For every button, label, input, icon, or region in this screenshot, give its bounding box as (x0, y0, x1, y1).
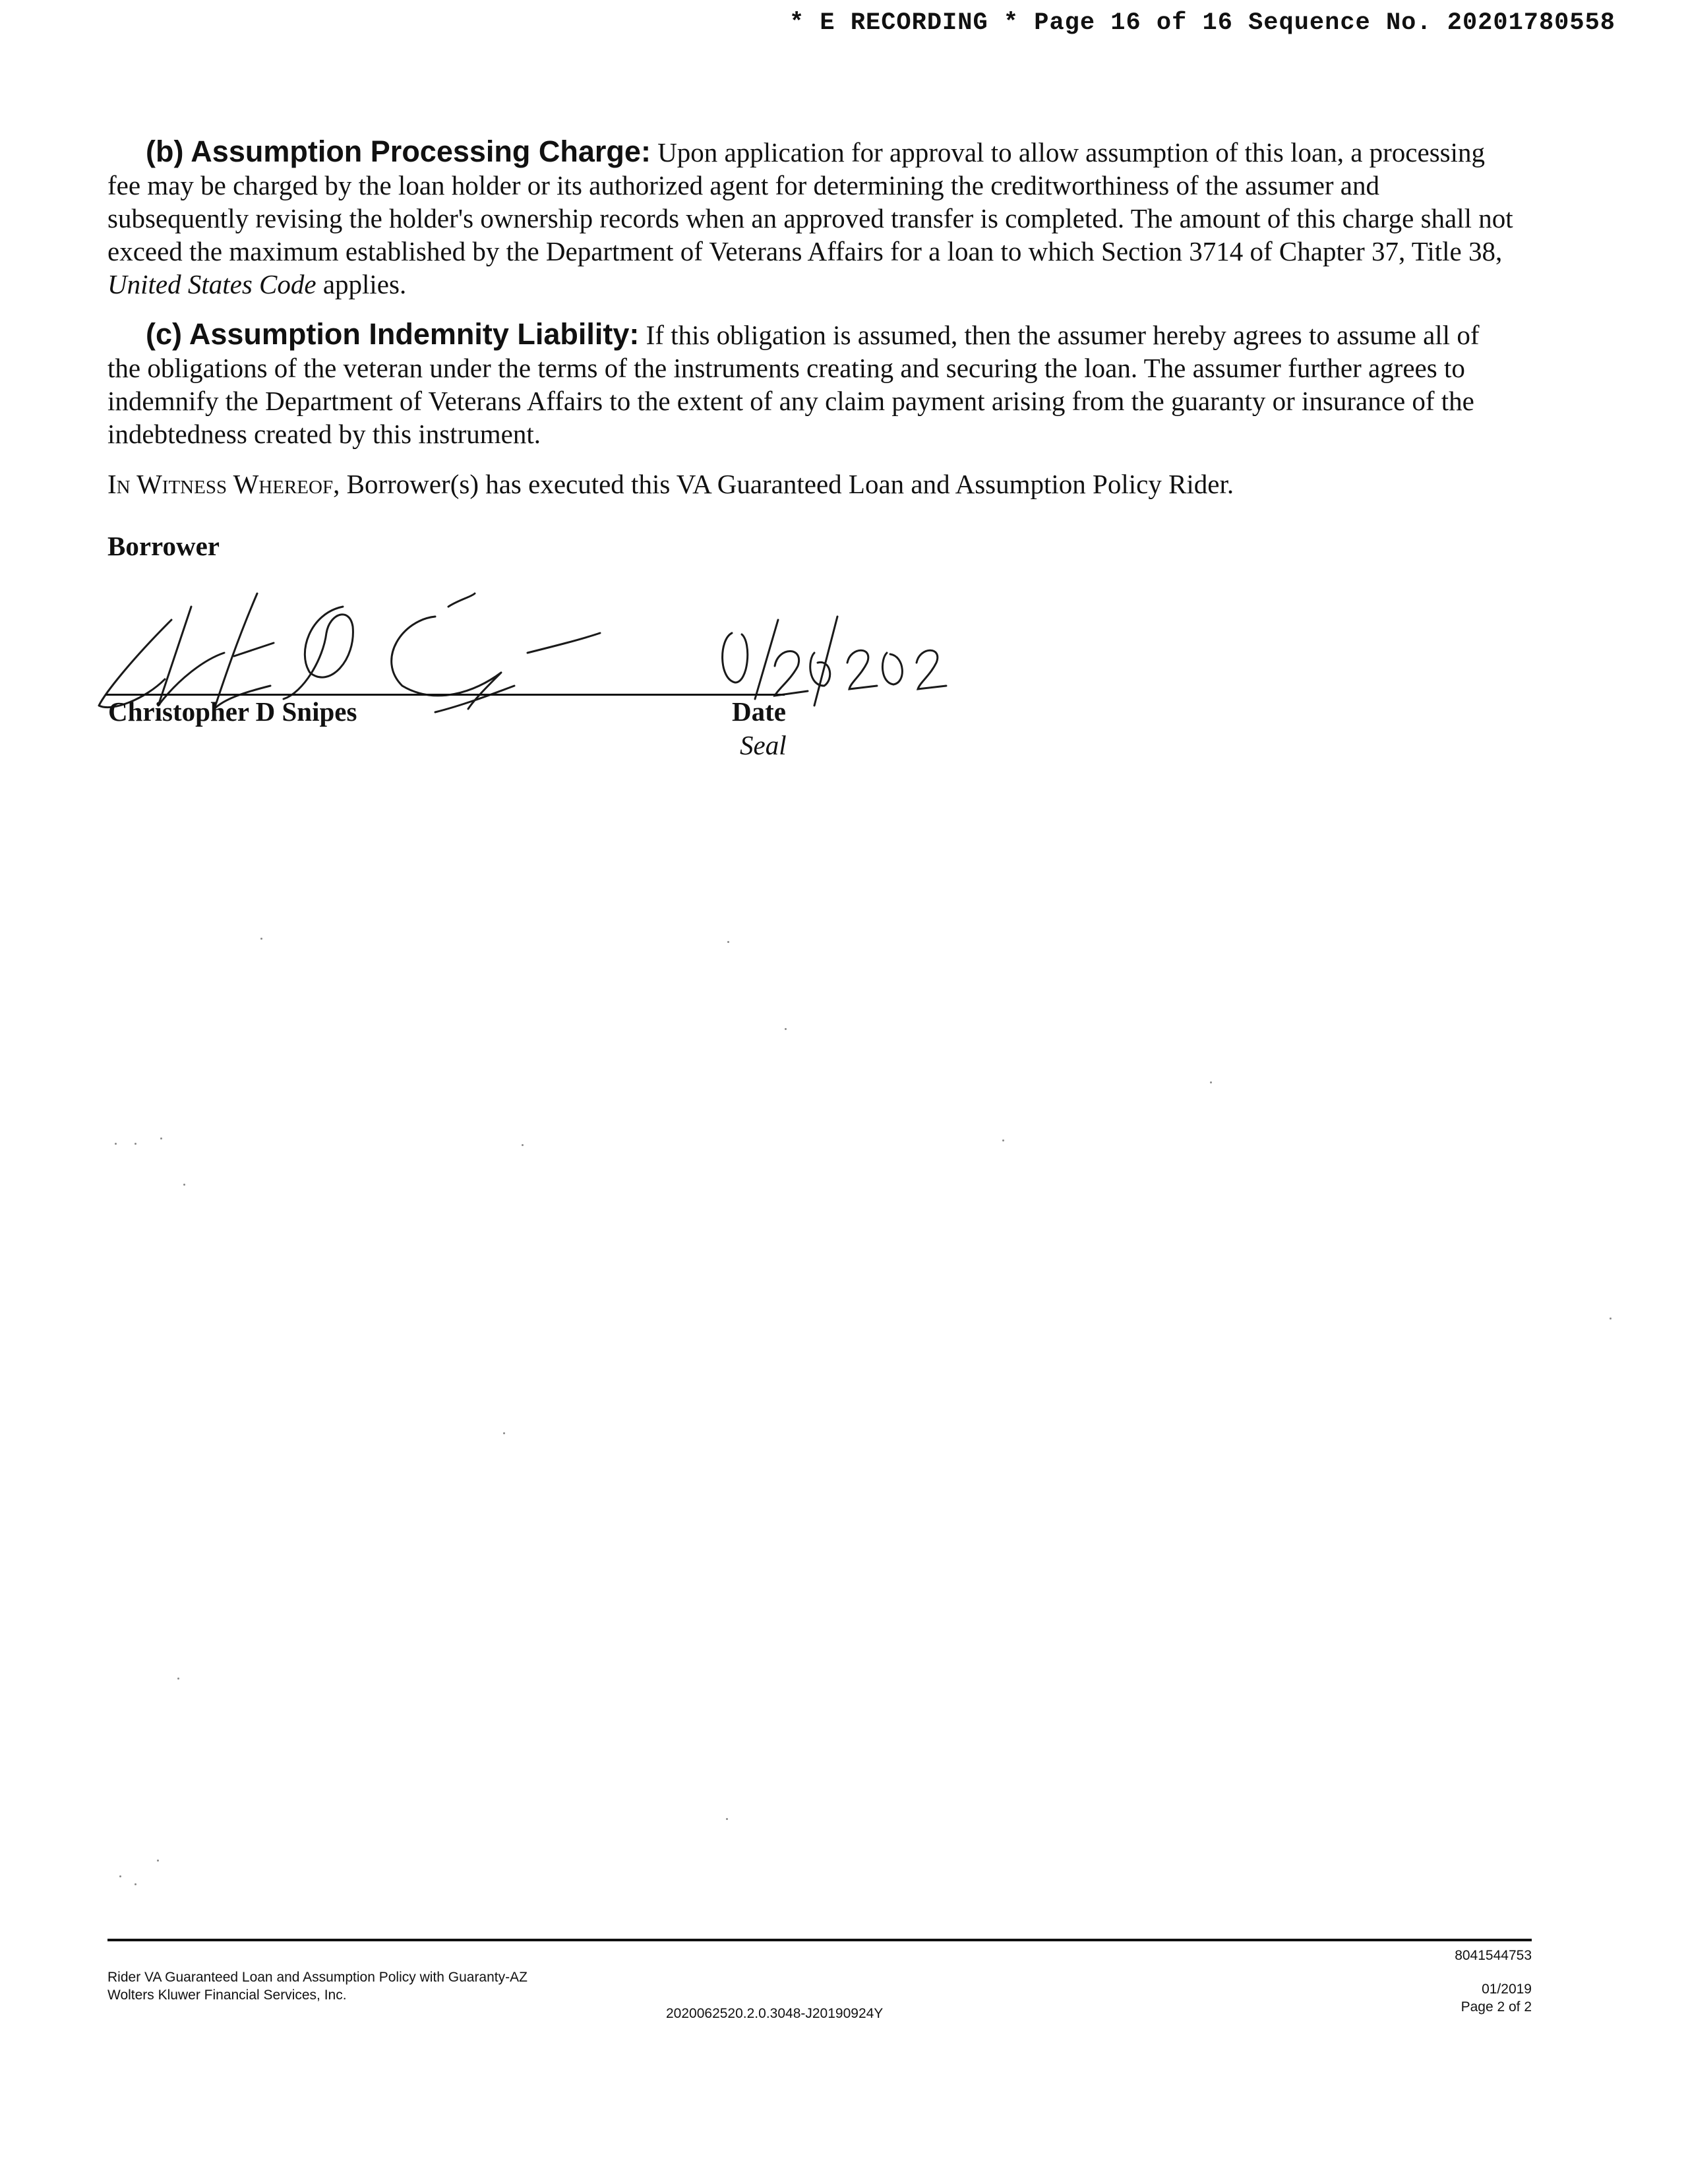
witness-text: Borrower(s) has executed this VA Guaranteed Loan and Assumption Policy Rider. (340, 469, 1234, 499)
paragraph-heading: (b) Assumption Processing Charge: (146, 135, 651, 168)
signature-block (92, 580, 950, 785)
paragraph-text: Upon application for approval to allow assumption of this loan, a processing fee may be charged by the loan holder or its authorized agent for determining the creditworthiness of the assumer and subsequently revising the holder's ownership records when an approved transfer is completed. The amount of this charge shall not exceed the maximum established by the Department of Veterans Affairs for a loan to which Section 3714 of Chapter 37, Title 38, (107, 137, 1513, 266)
seal-label: Seal (740, 730, 787, 760)
document-code: 2020062520.2.0.3048-J20190924Y (666, 2006, 884, 2021)
borrower-label: Borrower (107, 531, 220, 561)
paragraph-assumption-indemnity-liability (107, 318, 1519, 450)
signer-name: Christopher D Snipes (108, 696, 357, 727)
paragraph-text: If this obligation is assumed, then the assumer hereby agrees to assume all of the obligations of the veteran under the terms of the instruments creating and securing the loan. The assumer further agrees to indemnify the Department of Veterans Affairs to the extent of any claim payment arising from the guaranty or insurance of the indebtedness created by this instrument. (107, 320, 1480, 449)
footer-left (107, 1968, 528, 2004)
loan-number: 8041544753 (1455, 1948, 1532, 1963)
form-title: Rider VA Guaranteed Loan and Assumption Policy with Guaranty-AZ (107, 1970, 528, 1985)
paragraph-heading: (c) Assumption Indemnity Liability: (146, 317, 640, 351)
witness-clause (107, 468, 1519, 501)
footer-rule (107, 1939, 1532, 1941)
date-label: Date (732, 696, 786, 727)
document-body (107, 135, 1519, 562)
paragraph-tail-text: applies. (316, 269, 407, 299)
publisher: Wolters Kluwer Financial Services, Inc. (107, 1987, 347, 2003)
paragraph-assumption-processing-charge (107, 135, 1519, 301)
paragraph-italic-text: United States Code (107, 269, 316, 299)
form-date: 01/2019 (1482, 1982, 1532, 1997)
page-number: Page 2 of 2 (1461, 1999, 1532, 2015)
witness-lead: In Witness Whereof, (107, 469, 340, 499)
footer-right (1455, 1947, 1532, 2016)
recording-header: * E RECORDING * Page 16 of 16 Sequence No. 20201780558 (789, 9, 1615, 37)
